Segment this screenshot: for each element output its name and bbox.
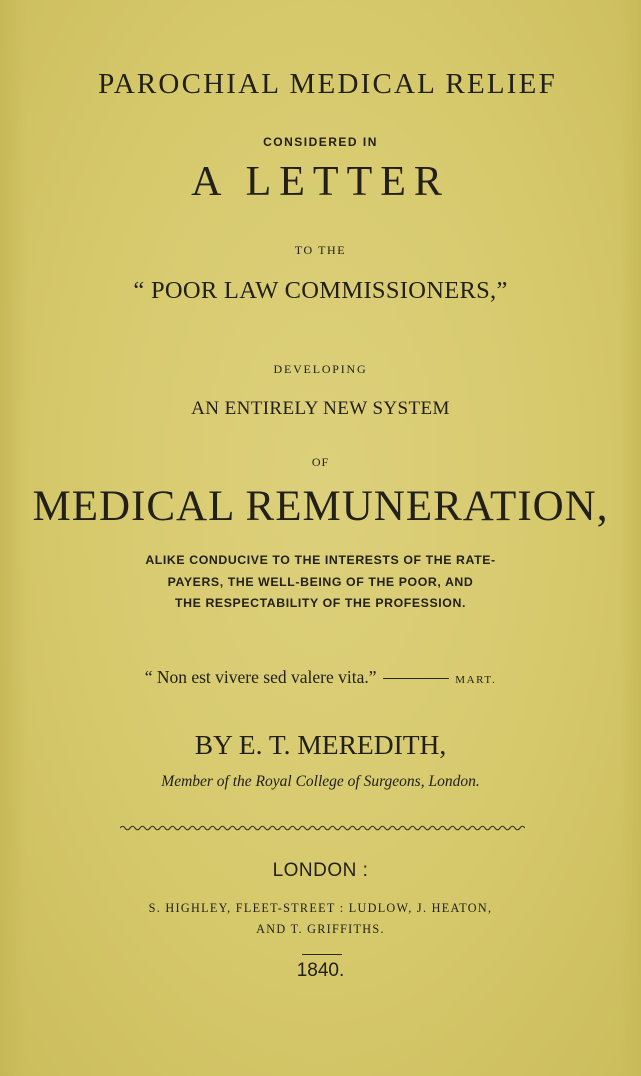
description-line: ALIKE CONDUCIVE TO THE INTERESTS OF THE RATE-	[145, 553, 496, 567]
a-letter-heading: A LETTER	[191, 159, 450, 205]
imprint-year: 1840.	[296, 960, 345, 981]
to-the-line: TO THE	[294, 243, 347, 257]
wavy-divider	[120, 822, 525, 834]
description-block	[0, 550, 641, 615]
addressee-heading: “ POOR LAW COMMISSIONERS,”	[133, 277, 508, 304]
author-affiliation: Member of the Royal College of Surgeons, London.	[161, 773, 480, 790]
description-line: PAYERS, THE WELL-BEING OF THE POOR, AND	[167, 574, 474, 589]
of-line: OF	[311, 455, 330, 469]
description-line: THE RESPECTABILITY OF THE PROFESSION.	[175, 596, 466, 610]
imprint-city: LONDON :	[272, 860, 369, 881]
considered-in-line: CONSIDERED IN	[263, 135, 378, 149]
epigraph-quote: “ Non est vivere sed valere vita.”	[144, 667, 377, 687]
epigraph	[0, 667, 641, 688]
epigraph-dash	[383, 678, 449, 679]
author-byline: BY E. T. MEREDITH,	[194, 729, 447, 760]
epigraph-source: MART.	[455, 674, 497, 686]
imprint-publishers	[0, 898, 641, 940]
publisher-line: S. HIGHLEY, FLEET-STREET : LUDLOW, J. HEATON,	[148, 901, 493, 915]
system-line: AN ENTIRELY NEW SYSTEM	[191, 398, 450, 419]
developing-line: DEVELOPING	[273, 362, 368, 376]
subject-heading: MEDICAL REMUNERATION,	[32, 483, 609, 530]
publisher-line: AND T. GRIFFITHS.	[256, 922, 385, 936]
year-rule	[302, 954, 342, 955]
main-title: PAROCHIAL MEDICAL RELIEF	[98, 68, 557, 100]
